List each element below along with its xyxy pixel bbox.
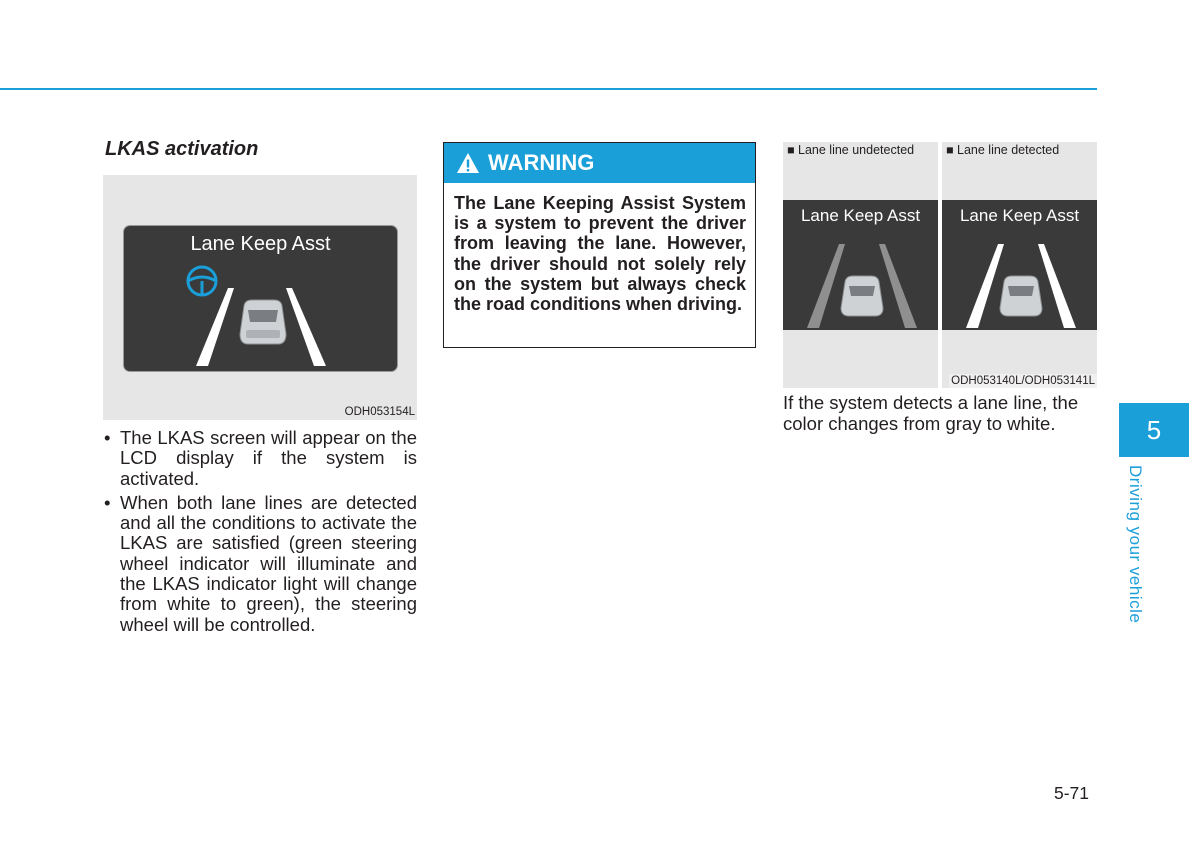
warning-text: The Lane Keeping Assist System is a system to prevent the driver from leaving the lane. However, the driver should not solely rely on the system but always check the road conditions when driving. bbox=[454, 193, 746, 315]
warning-icon bbox=[456, 152, 480, 174]
display-title: Lane Keep Asst bbox=[959, 206, 1080, 225]
lane-graphic bbox=[783, 200, 938, 330]
lane-graphic bbox=[124, 226, 397, 371]
car-icon bbox=[240, 300, 286, 344]
header-rule bbox=[0, 88, 1097, 90]
display-title: Lane Keep Asst bbox=[800, 206, 921, 225]
panel-caption: ■ Lane line undetected bbox=[787, 143, 915, 157]
lkas-screen-figure bbox=[103, 175, 417, 420]
section-title: LKAS activation bbox=[105, 138, 259, 160]
figure-code: ODH053140L/ODH053141L bbox=[951, 375, 1095, 387]
list-item: • When both lane lines are detected and all the conditions to activate the LKAS are satisfied (green steering wheel indicator will illuminate and the LKAS indicator light will change from white to green), the steering wheel will be controlled. bbox=[104, 493, 417, 635]
lane-detection-figure bbox=[783, 142, 1097, 388]
cluster-display bbox=[783, 200, 938, 330]
panel-undetected bbox=[783, 142, 938, 388]
chapter-number: 5 bbox=[1119, 403, 1189, 457]
lane-graphic bbox=[942, 200, 1097, 330]
warning-box bbox=[443, 142, 756, 348]
cluster-display bbox=[942, 200, 1097, 330]
warning-header bbox=[444, 143, 755, 183]
car-icon bbox=[1000, 276, 1042, 316]
chapter-title: Driving your vehicle bbox=[1126, 465, 1145, 624]
figure-description: If the system detects a lane line, the color changes from gray to white. bbox=[783, 392, 1079, 434]
panel-caption: ■ Lane line detected bbox=[946, 143, 1060, 157]
list-item: • The LKAS screen will appear on the LCD display if the system is activated. bbox=[104, 428, 417, 489]
page-number: 5-71 bbox=[1054, 783, 1090, 803]
cluster-display bbox=[123, 225, 398, 372]
car-icon bbox=[841, 276, 883, 316]
display-title: Lane Keep Asst bbox=[190, 233, 331, 255]
panel-detected bbox=[942, 142, 1097, 388]
steering-wheel-icon bbox=[188, 267, 216, 295]
figure-code: ODH053154L bbox=[344, 406, 415, 418]
warning-title: WARNING bbox=[488, 150, 595, 175]
bullet-list bbox=[104, 428, 417, 639]
